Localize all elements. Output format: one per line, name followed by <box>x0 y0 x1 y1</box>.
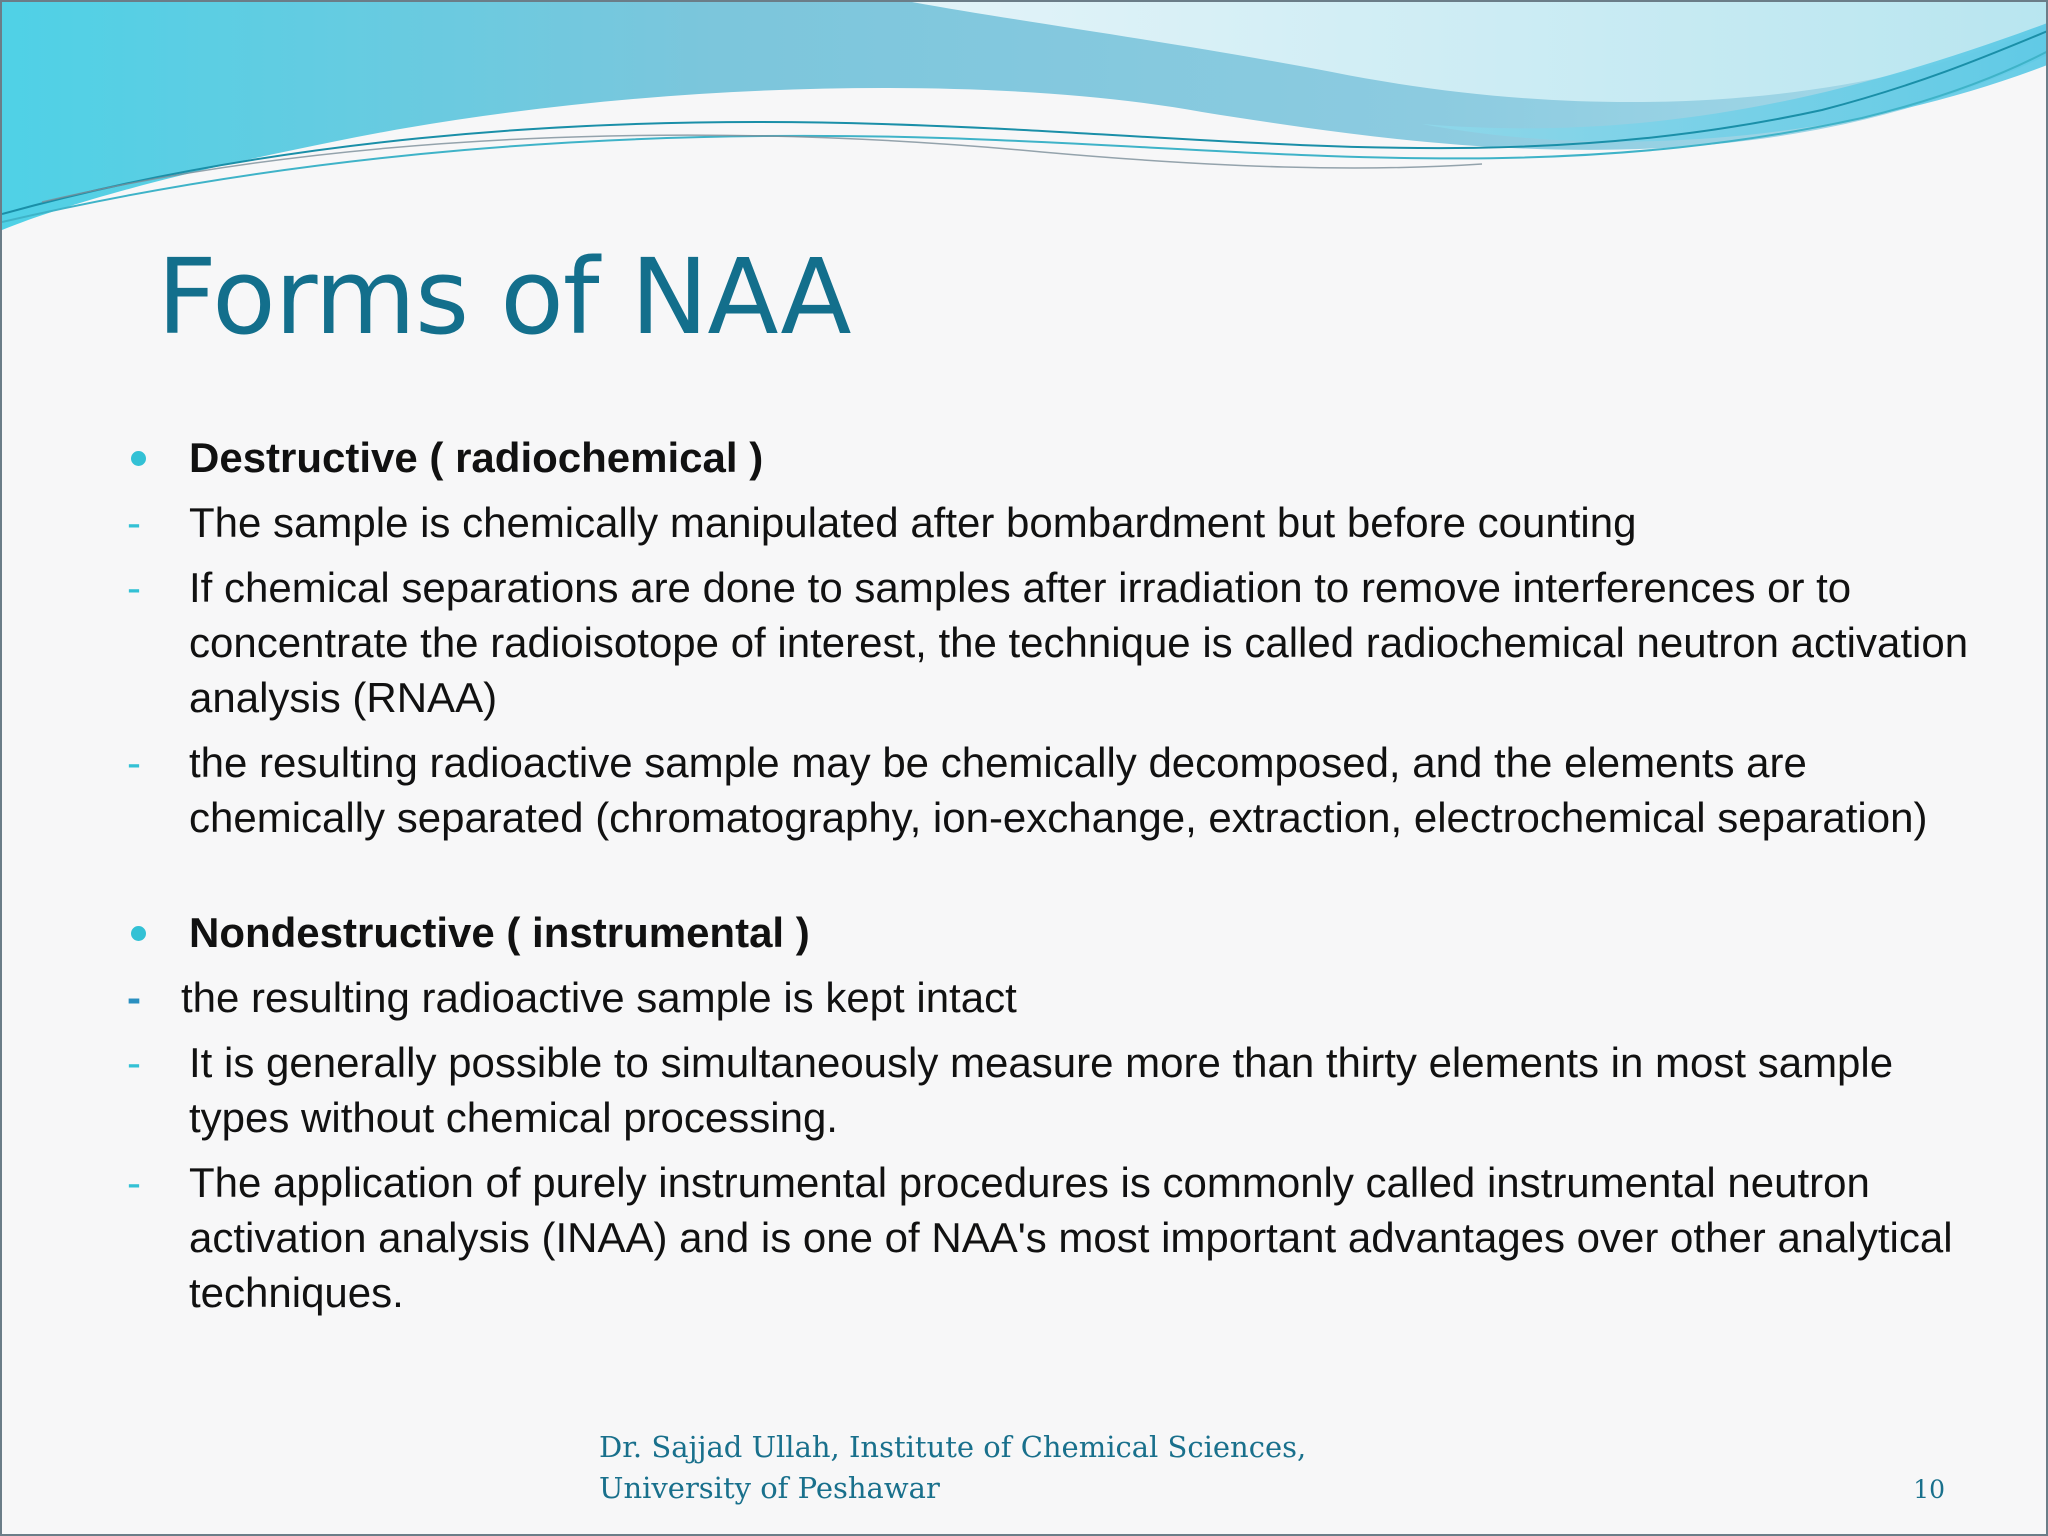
list-item-text: the resulting radioactive sample is kept intact <box>181 974 1017 1021</box>
dash-marker: - <box>127 499 141 546</box>
header-wave-decoration <box>2 2 2048 242</box>
list-item <box>122 560 2002 725</box>
list-item <box>122 735 2002 845</box>
list-item-text: The sample is chemically manipulated after bombardment but before counting <box>189 499 1637 546</box>
footer-author <box>599 1427 1306 1509</box>
bullet-icon <box>131 451 146 466</box>
list-item <box>122 1155 2002 1320</box>
section-heading-destructive <box>122 430 2002 485</box>
list-item-text: The application of purely instrumental procedures is commonly called instrumental neutron activation analysis (INAA) and is one of NAA's most important advantages over other analytical techniques. <box>189 1159 1953 1316</box>
list-item-text: It is generally possible to simultaneously measure more than thirty elements in most sample types without chemical processing. <box>189 1039 1894 1141</box>
section-heading-text: Nondestructive ( instrumental ) <box>189 909 810 956</box>
section-destructive <box>122 430 2002 845</box>
section-nondestructive <box>122 905 2002 1320</box>
list-item <box>122 495 2002 550</box>
dash-marker: - <box>127 1039 141 1086</box>
footer-line-2: University of Peshawar <box>599 1471 940 1505</box>
list-item <box>122 970 2002 1025</box>
bullet-icon <box>131 926 146 941</box>
slide-title: Forms of NAA <box>157 236 851 358</box>
page-number: 10 <box>1913 1475 1945 1504</box>
list-item <box>122 1035 2002 1145</box>
footer-line-1: Dr. Sajjad Ullah, Institute of Chemical Sciences, <box>599 1430 1307 1464</box>
dash-marker: - <box>127 564 141 611</box>
list-item-text: the resulting radioactive sample may be chemically decomposed, and the elements are chemically separated (chromatography, ion-exchange, extraction, electrochemical separation) <box>189 739 1928 841</box>
dash-marker: - <box>127 1159 141 1206</box>
slide-content <box>122 430 2002 1330</box>
list-item-text: If chemical separations are done to samples after irradiation to remove interferences or to concentrate the radioisotope of interest, the technique is called radiochemical neutron activation analysis (RNAA) <box>189 564 1969 721</box>
section-heading-text: Destructive ( radiochemical ) <box>189 434 764 481</box>
dash-marker: - <box>127 739 141 786</box>
dash-marker: - <box>127 974 141 1021</box>
section-heading-nondestructive <box>122 905 2002 960</box>
